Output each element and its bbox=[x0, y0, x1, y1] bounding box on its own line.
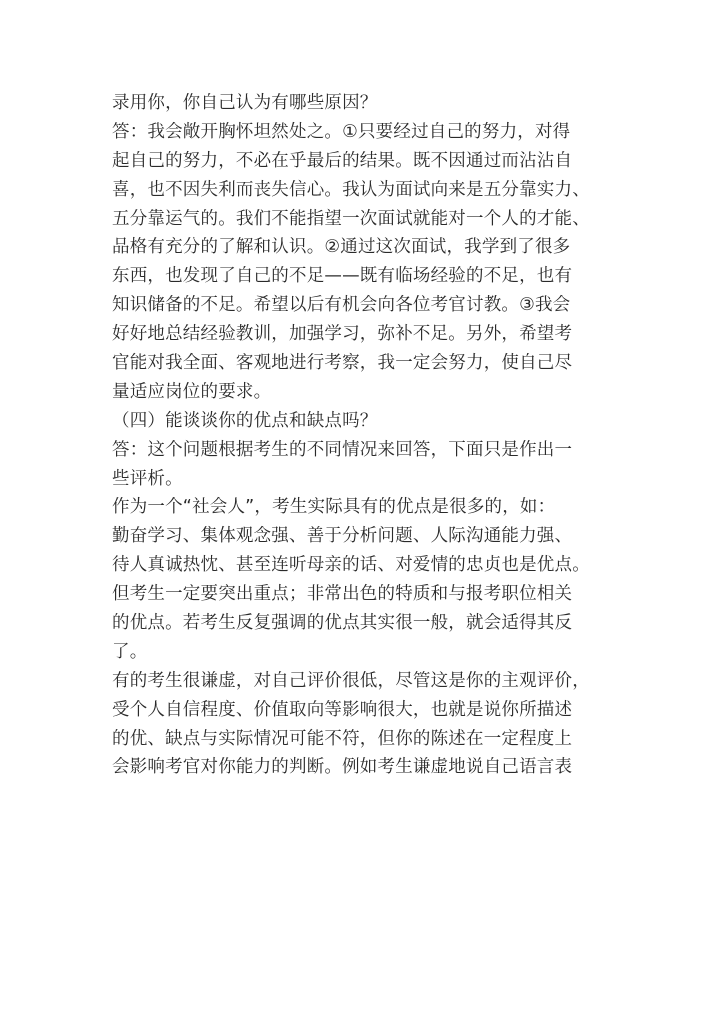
text-line: 知识储备的不足。希望以后有机会向各位考官讨教。③我会 bbox=[112, 295, 571, 316]
text-line: 起自己的努力，不必在乎最后的结果。既不因通过而沾沾自 bbox=[112, 150, 573, 171]
text-line: 答：我会敞开胸怀坦然处之。①只要经过自己的努力，对得 bbox=[112, 121, 571, 142]
text-line: 量适应岗位的要求。 bbox=[112, 381, 272, 402]
text-line: 品格有充分的了解和认识。②通过这次面试，我学到了很多 bbox=[112, 237, 571, 258]
text-line: 勤奋学习、集体观念强、善于分析问题、人际沟通能力强、 bbox=[112, 526, 573, 547]
text-line: 待人真诚热忱、甚至连听母亲的话、对爱情的忠贞也是优点。 bbox=[112, 555, 590, 576]
text-line: 有的考生很谦虚，对自己评价很低，尽管这是你的主观评价， bbox=[112, 670, 590, 691]
text-line: 的优点。若考生反复强调的优点其实很一般，就会适得其反 bbox=[112, 613, 573, 634]
text-line: 会影响考官对你能力的判断。例如考生谦虚地说自己语言表 bbox=[112, 757, 573, 778]
text-line: 答：这个问题根据考生的不同情况来回答，下面只是作出一 bbox=[112, 439, 573, 460]
text-line: 官能对我全面、客观地进行考察，我一定会努力，使自己尽 bbox=[112, 353, 573, 374]
text-line: 些评析。 bbox=[112, 468, 183, 489]
text-line: 录用你，你自己认为有哪些原因？ bbox=[112, 93, 378, 113]
text-line: 作为一个“社会人”，考生实际具有的优点是很多的，如： bbox=[112, 497, 556, 518]
text-line: 的优、缺点与实际情况可能不符，但你的陈述在一定程度上 bbox=[112, 728, 573, 749]
text-line: 五分靠运气的。我们不能指望一次面试就能对一个人的才能、 bbox=[112, 208, 590, 229]
body-text bbox=[112, 89, 624, 782]
text-line: 东西，也发现了自己的不足——既有临场经验的不足，也有 bbox=[112, 266, 573, 287]
text-line: 了。 bbox=[112, 641, 148, 662]
text-line: 好好地总结经验教训，加强学习，弥补不足。另外，希望考 bbox=[112, 324, 573, 345]
text-line: 受个人自信程度、价值取向等影响很大，也就是说你所描述 bbox=[112, 699, 573, 720]
text-line: 但考生一定要突出重点；非常出色的特质和与报考职位相关 bbox=[112, 584, 573, 605]
section-heading: （四）能谈谈你的优点和缺点吗？ bbox=[112, 410, 378, 431]
text-line: 喜，也不因失利而丧失信心。我认为面试向来是五分靠实力、 bbox=[112, 179, 590, 200]
